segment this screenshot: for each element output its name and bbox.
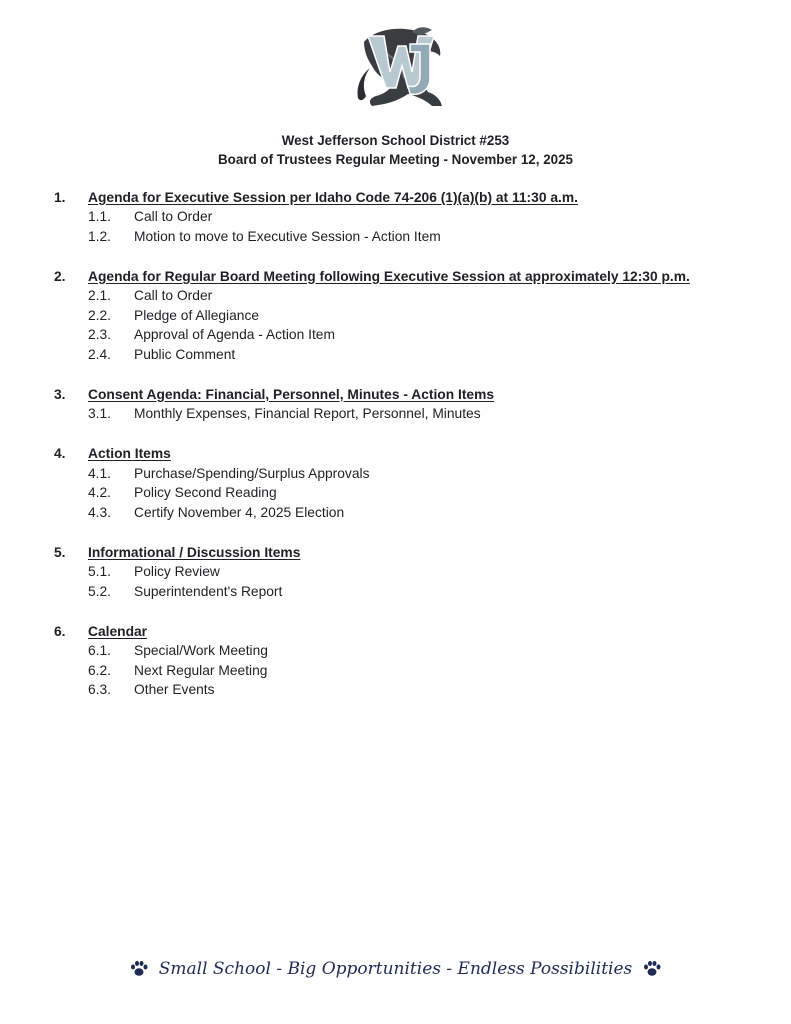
district-logo (354, 22, 446, 112)
agenda-item (54, 286, 754, 306)
item-number: 3.1. (88, 406, 112, 422)
footer-slogan: Small School - Big Opportunities - Endless Possibilities (158, 959, 633, 979)
agenda-section (54, 266, 754, 364)
item-text: Monthly Expenses, Financial Report, Personnel, Minutes (134, 406, 481, 422)
agenda-item (54, 306, 754, 326)
item-number: 2.4. (88, 346, 112, 362)
agenda-section (54, 187, 754, 246)
item-number: 6.3. (88, 682, 112, 698)
section-number: 4. (54, 446, 66, 461)
agenda-item (54, 483, 754, 503)
section-title: Agenda for Regular Board Meeting following Executive Session at approximately 12:30 p.m. (88, 268, 690, 284)
agenda-section (54, 444, 754, 523)
section-title: Calendar (88, 623, 148, 639)
agenda-item (54, 680, 754, 700)
item-number: 4.1. (88, 465, 112, 481)
footer-slogan-bar (0, 955, 791, 983)
item-text: Purchase/Spending/Surplus Approvals (134, 465, 370, 481)
section-number: 2. (54, 268, 66, 284)
item-text: Certify November 4, 2025 Election (134, 504, 345, 520)
agenda-section (54, 542, 754, 601)
section-heading (54, 542, 754, 562)
item-number: 5.2. (88, 583, 112, 599)
agenda-item (54, 641, 754, 661)
agenda-item (54, 325, 754, 345)
item-text: Motion to move to Executive Session - Action Item (134, 228, 441, 244)
item-number: 2.2. (88, 307, 112, 323)
section-title: Informational / Discussion Items (88, 544, 301, 560)
item-text: Policy Second Reading (134, 485, 277, 501)
paw-print-icon (642, 959, 662, 979)
section-heading (54, 384, 754, 404)
section-heading (54, 266, 754, 286)
agenda-item (54, 503, 754, 523)
agenda-item (54, 404, 754, 424)
agenda-section (54, 621, 754, 700)
section-number: 6. (54, 623, 66, 639)
section-number: 1. (54, 189, 66, 205)
item-text: Next Regular Meeting (134, 662, 268, 678)
section-heading (54, 187, 754, 207)
item-text: Other Events (134, 682, 215, 698)
item-number: 6.1. (88, 643, 112, 659)
section-heading (54, 621, 754, 641)
item-number: 5.1. (88, 564, 112, 580)
section-title: Action Items (88, 446, 171, 461)
item-number: 1.1. (88, 209, 112, 225)
item-text: Superintendent's Report (134, 583, 283, 599)
section-title: Consent Agenda: Financial, Personnel, Minutes - Action Items (88, 386, 495, 402)
item-text: Public Comment (134, 346, 236, 362)
item-text: Call to Order (134, 288, 213, 304)
item-text: Approval of Agenda - Action Item (134, 327, 335, 343)
paw-print-icon (129, 959, 149, 979)
item-text: Pledge of Allegiance (134, 307, 260, 323)
agenda-item (54, 562, 754, 582)
item-number: 1.2. (88, 228, 112, 244)
agenda-section (54, 384, 754, 424)
section-heading (54, 444, 754, 464)
section-title: Agenda for Executive Session per Idaho Code 74-206 (1)(a)(b) at 11:30 a.m. (88, 189, 578, 205)
agenda-item (54, 661, 754, 681)
item-number: 6.2. (88, 662, 112, 678)
agenda-list (54, 187, 754, 720)
agenda-item (54, 464, 754, 484)
item-number: 4.2. (88, 485, 112, 501)
document-header (0, 131, 791, 169)
item-number: 4.3. (88, 504, 112, 520)
item-text: Special/Work Meeting (134, 643, 268, 659)
meeting-title: Board of Trustees Regular Meeting - November 12, 2025 (218, 152, 573, 167)
agenda-item (54, 582, 754, 602)
section-number: 3. (54, 386, 66, 402)
agenda-item (54, 227, 754, 247)
item-text: Policy Review (134, 564, 220, 580)
panther-mascot-logo-icon (354, 22, 446, 112)
section-number: 5. (54, 544, 66, 560)
item-number: 2.3. (88, 327, 112, 343)
agenda-item (54, 207, 754, 227)
item-number: 2.1. (88, 288, 112, 304)
agenda-item (54, 345, 754, 365)
district-name: West Jefferson School District #253 (281, 133, 510, 148)
item-text: Call to Order (134, 209, 213, 225)
